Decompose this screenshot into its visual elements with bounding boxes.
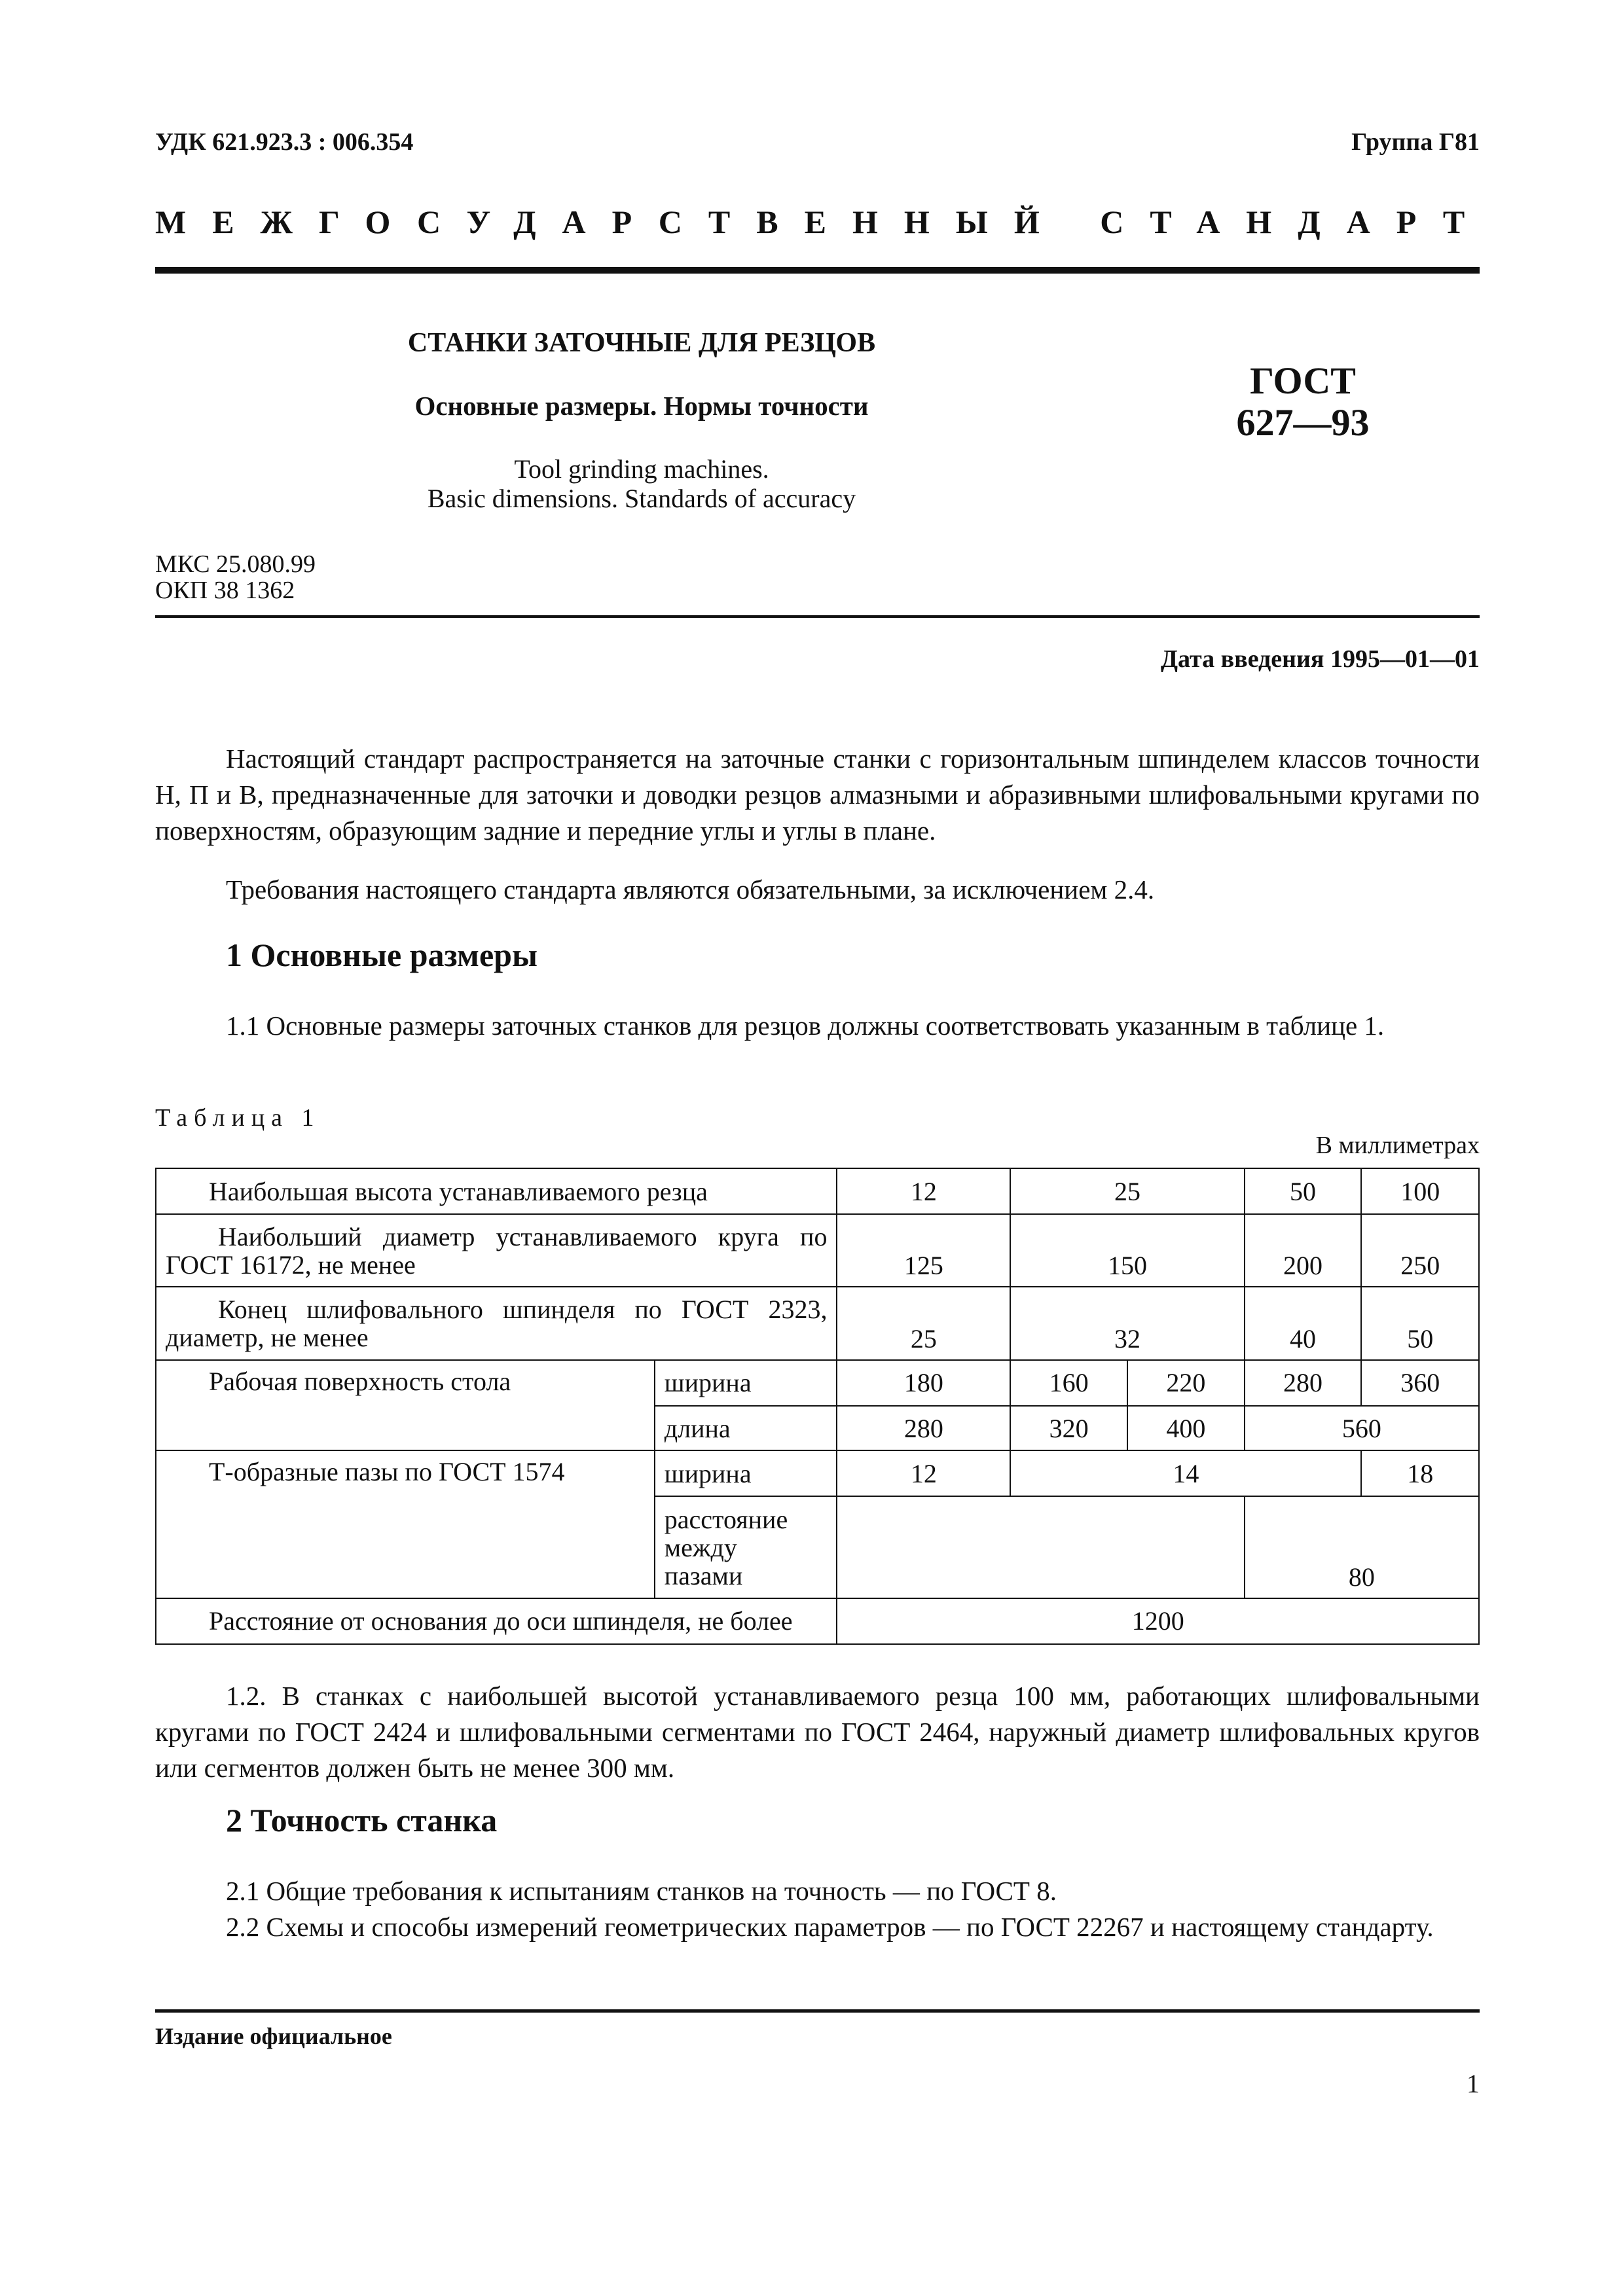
table-cell: 560 xyxy=(1245,1406,1479,1450)
table-units: В миллиметрах xyxy=(1315,1132,1480,1159)
mks-code: МКС 25.080.99 xyxy=(155,550,316,578)
table-cell: ширина xyxy=(655,1450,837,1496)
table-cell: Наибольшая высота устанавливаемого резца xyxy=(156,1168,837,1214)
title-english-line2: Basic dimensions. Standards of accuracy xyxy=(427,484,856,513)
table-cell: 50 xyxy=(1245,1168,1362,1214)
table-cell: 14 xyxy=(1010,1450,1361,1496)
standard-banner: МЕЖГОСУДАРСТВЕННЫЙ СТАНДАРТ xyxy=(155,204,1491,240)
table-cell: Конец шлифовального шпинделя по ГОСТ 2323, диаметр, не менее xyxy=(156,1287,837,1359)
table-row xyxy=(156,1360,1479,1406)
table-caption: Таблица 1 xyxy=(155,1104,321,1132)
okp-code: ОКП 38 1362 xyxy=(155,577,295,604)
table-cell: Т-образные пазы по ГОСТ 1574 xyxy=(156,1450,655,1598)
title-main: СТАНКИ ЗАТОЧНЫЕ ДЛЯ РЕЗЦОВ xyxy=(407,328,876,358)
table-row xyxy=(156,1287,1479,1359)
table-cell: 12 xyxy=(837,1168,1010,1214)
spacing-label: расстояние между пазами xyxy=(664,1504,788,1590)
table-cell: 150 xyxy=(1010,1214,1244,1287)
table-cell: 25 xyxy=(1010,1168,1244,1214)
table-cell: Расстояние от основания до оси шпинделя, не более xyxy=(156,1598,837,1644)
table-cell: 280 xyxy=(1245,1360,1362,1406)
table-cell: длина xyxy=(655,1406,837,1450)
footer-rule xyxy=(155,2009,1480,2013)
udk-code: УДК 621.923.3 : 006.354 xyxy=(155,128,414,156)
table-cell: 250 xyxy=(1361,1214,1479,1287)
table-1 xyxy=(155,1168,1480,1645)
table-cell: 1200 xyxy=(837,1598,1479,1644)
table-cell: 125 xyxy=(837,1214,1010,1287)
table-cell: Наибольший диаметр устанавливаемого круга по ГОСТ 16172, не менее xyxy=(156,1214,837,1287)
table-cell: 18 xyxy=(1361,1450,1479,1496)
paragraph-2-1: 2.1 Общие требования к испытаниям станков на точность — по ГОСТ 8. xyxy=(226,1876,1057,1906)
table-row xyxy=(156,1450,1479,1496)
table-cell: Рабочая поверхность стола xyxy=(156,1360,655,1450)
table-cell: 180 xyxy=(837,1360,1010,1406)
table-cell xyxy=(837,1496,1244,1598)
table-cell: 100 xyxy=(1361,1168,1479,1214)
group-code: Группа Г81 xyxy=(1351,128,1480,156)
table-cell: 160 xyxy=(1010,1360,1127,1406)
table-cell: 320 xyxy=(1010,1406,1127,1450)
table-row xyxy=(156,1214,1479,1287)
gost-number: 627—93 xyxy=(1236,401,1370,444)
section-heading-2: 2 Точность станка xyxy=(226,1802,498,1839)
table-cell: 220 xyxy=(1127,1360,1245,1406)
header-thick-rule xyxy=(155,267,1480,274)
table-cell: 40 xyxy=(1245,1287,1362,1359)
gost-label: ГОСТ xyxy=(1250,359,1356,402)
table-cell: 280 xyxy=(837,1406,1010,1450)
table-cell: 50 xyxy=(1361,1287,1479,1359)
paragraph-1-2: 1.2. В станках с наибольшей высотой устанавливаемого резца 100 мм, работающих шлифовальными кругами по ГОСТ 2424 и шлифовальными сегментами по ГОСТ 2464, наружный диаметр шлифовальных кругов или сегментов должен быть не менее 300 мм. xyxy=(155,1681,1480,1783)
table-row xyxy=(156,1168,1479,1214)
official-edition-label: Издание официальное xyxy=(155,2023,392,2049)
paragraph-scope: Настоящий стандарт распространяется на заточные станки с горизонтальным шпинделем классов точности Н, П и В, предназначенные для заточки и доводки резцов алмазными и абразивными шлифовальными кругами по поверхностям, образующим задние и передние углы и углы в плане. xyxy=(155,744,1480,846)
page-number: 1 xyxy=(1467,2069,1480,2098)
table-cell: 32 xyxy=(1010,1287,1244,1359)
paragraph-mandatory: Требования настоящего стандарта являются обязательными, за исключением 2.4. xyxy=(226,874,1155,905)
table-cell: 400 xyxy=(1127,1406,1245,1450)
table-cell: 25 xyxy=(837,1287,1010,1359)
paragraph-2-2: 2.2 Схемы и способы измерений геометрических параметров — по ГОСТ 22267 и настоящему стандарту. xyxy=(226,1912,1434,1942)
table-cell: 200 xyxy=(1245,1214,1362,1287)
table-cell: 360 xyxy=(1361,1360,1479,1406)
table-cell: ширина xyxy=(655,1360,837,1406)
paragraph-1-1: 1.1 Основные размеры заточных станков для резцов должны соответствовать указанным в таблице 1. xyxy=(226,1011,1385,1041)
table-row xyxy=(156,1598,1479,1644)
table-cell xyxy=(655,1496,837,1598)
table-cell: 80 xyxy=(1245,1496,1479,1598)
section-heading-1: 1 Основные размеры xyxy=(226,937,538,973)
codes-rule xyxy=(155,615,1480,618)
title-subtitle: Основные размеры. Нормы точности xyxy=(414,391,869,421)
table-cell: 12 xyxy=(837,1450,1010,1496)
introduction-date: Дата введения 1995—01—01 xyxy=(1160,645,1480,673)
title-english-line1: Tool grinding machines. xyxy=(514,454,769,484)
